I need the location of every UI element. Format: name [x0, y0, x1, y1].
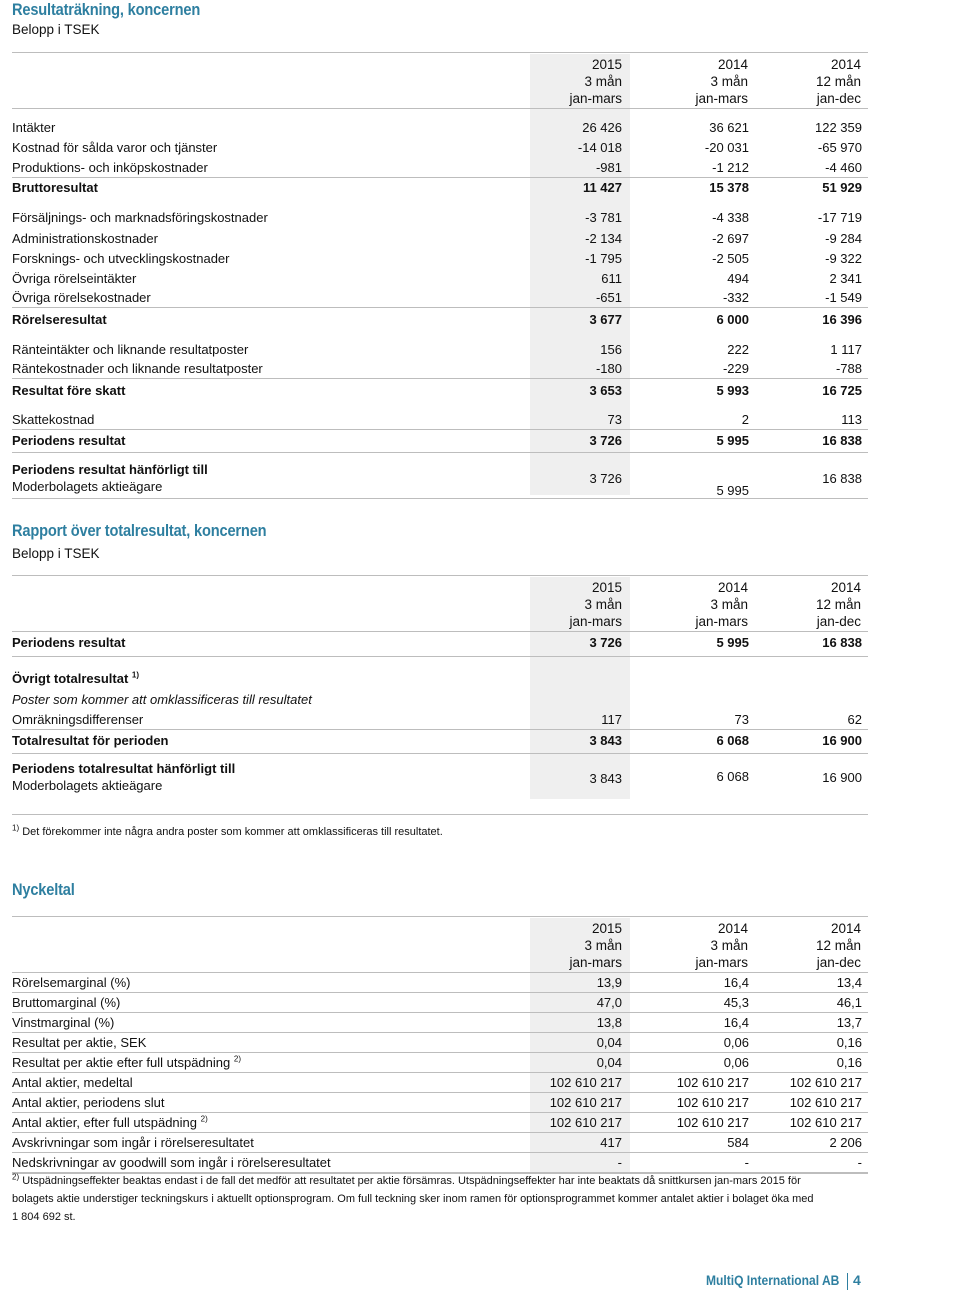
- comprehensive-currency-note: Belopp i TSEK: [12, 546, 100, 561]
- keyfigures-row-value: 102 610 217: [789, 1115, 862, 1130]
- keyfigures-row-value: 102 610 217: [676, 1095, 749, 1110]
- keyfigures-row: [12, 1073, 868, 1093]
- keyfigures-row-value: 16,4: [723, 1015, 749, 1030]
- keyfigures-row-label: Nedskrivningar av goodwill som ingår i rörelseresultatet: [12, 1155, 331, 1170]
- keyfigures-row-value: -: [744, 1155, 749, 1170]
- income-row-value: 11 427: [582, 180, 622, 195]
- income-row-value: -4 460: [825, 160, 862, 175]
- income-row-value: -229: [722, 361, 749, 376]
- income-row-value: -3 781: [585, 210, 622, 225]
- income-row-label: Skattekostnad: [12, 412, 95, 427]
- keyfigures-row-value: 0,06: [723, 1035, 749, 1050]
- income-row-value: 73: [607, 412, 622, 427]
- comprehensive-divider-1: [12, 656, 868, 657]
- keyfigures-row-value: 102 610 217: [676, 1075, 749, 1090]
- income-header-col2: 2014 3 mån jan-mars: [695, 57, 748, 106]
- comprehensive-attributable-row: Periodens totalresultat hänförligt till Moderbolagets aktieägare 3 843 6 068 16 900: [12, 761, 862, 793]
- income-row-value: -1 212: [712, 160, 749, 175]
- comprehensive-divider-4: [12, 814, 868, 815]
- keyfigures-row-value: 13,8: [596, 1015, 622, 1030]
- keyfigures-row: [12, 1053, 868, 1073]
- income-row: [12, 431, 868, 451]
- keyfigures-row-value: 0,04: [596, 1035, 622, 1050]
- keyfigures-row: [12, 1093, 868, 1113]
- keyfigures-row-value: 46,1: [836, 995, 862, 1010]
- comprehensive-attributable-label2: Moderbolagets aktieägare: [12, 778, 163, 793]
- income-row-label: Bruttoresultat: [12, 180, 98, 195]
- comprehensive-divider-2: [12, 729, 868, 730]
- income-attributable-row: [12, 461, 868, 497]
- income-row-value: -2 134: [585, 231, 622, 246]
- income-row-value: 1 117: [830, 342, 862, 357]
- keyfigures-row: [12, 993, 868, 1013]
- income-row-value: 16 725: [822, 383, 862, 398]
- comprehensive-header-divider-bottom: [12, 631, 868, 632]
- keyfigures-row-value: 0,16: [836, 1035, 862, 1050]
- comprehensive-total-row: Totalresultat för perioden 3 843 6 068 16 900: [12, 733, 862, 748]
- income-row-value: -1 549: [825, 290, 862, 305]
- income-row-label: Forsknings- och utvecklingskostnader: [12, 251, 230, 266]
- income-row-value: 6 000: [716, 312, 749, 327]
- income-row-label: Administrationskostnader: [12, 231, 158, 246]
- keyfigures-footnote: $^{2)}$ Utspädningseffekter beaktas endast i de fall det medför att resultatet per aktie försämras. Utspädningseffekter har inte beaktats då snittkursen jan-mars 2015 för bolagets aktie understiger teckningskurs i aktuellt optionsprogram. Om full teckning sker inom ramen för optionsprogrammet kommer antalet aktier i bolaget öka med 1 804 692 st.: [12, 1172, 814, 1223]
- comprehensive-header-col3: 2014 12 mån jan-dec: [815, 580, 861, 629]
- income-row-value: -65 970: [817, 140, 862, 155]
- keyfigures-row-value: 102 610 217: [549, 1075, 622, 1090]
- keyfigures-title: Nyckeltal: [12, 880, 75, 899]
- keyfigures-row-value: 16,4: [723, 975, 749, 990]
- income-row-value: -651: [595, 290, 622, 305]
- keyfigures-row-value: 102 610 217: [789, 1095, 862, 1110]
- income-row-value: 113: [841, 412, 862, 427]
- income-statement-title: Resultaträkning, koncernen: [12, 0, 201, 19]
- income-currency-note: Belopp i TSEK: [12, 22, 100, 37]
- income-row: [12, 249, 868, 269]
- keyfigures-row-value: 584: [727, 1135, 749, 1150]
- keyfigures-row-value: 13,7: [836, 1015, 862, 1030]
- income-row-value: -180: [595, 361, 622, 376]
- income-row-value: 122 359: [815, 120, 862, 135]
- income-row-value: 2: [741, 412, 749, 427]
- income-row-value: 51 929: [822, 180, 862, 195]
- income-row-value: 16 838: [822, 433, 862, 448]
- keyfigures-header-divider-top: [12, 916, 868, 917]
- keyfigures-row-label: Rörelsemarginal (%): [12, 975, 131, 990]
- comprehensive-reclass-label: Poster som kommer att omklassificeras till resultatet: [12, 692, 312, 707]
- keyfigures-row-value: 102 610 217: [676, 1115, 749, 1130]
- comprehensive-footnote: $^{1)}$ Det förekommer inte några andra poster som kommer att omklassificeras till resultatet.: [12, 823, 443, 838]
- income-attributable-label1: Periodens resultat hänförligt till: [12, 462, 208, 477]
- income-row-value: 3 726: [589, 433, 622, 448]
- income-row-value: -1 795: [585, 251, 622, 266]
- keyfigures-row-value: 417: [600, 1135, 622, 1150]
- income-attributable-label2: Moderbolagets aktieägare: [12, 479, 163, 494]
- income-row-label: Produktions- och inköpskostnader: [12, 160, 208, 175]
- income-row-label: Räntekostnader och liknande resultatposter: [12, 361, 263, 376]
- keyfigures-row-value: 102 610 217: [549, 1115, 622, 1130]
- keyfigures-row: [12, 1013, 868, 1033]
- income-row-value: -9 322: [825, 251, 862, 266]
- keyfigures-header-col1: 2015 3 mån jan-mars: [569, 921, 622, 970]
- income-attributable-value-2015: 3 726: [589, 471, 622, 486]
- keyfigures-header-col2: 2014 3 mån jan-mars: [695, 921, 748, 970]
- income-row: [12, 310, 868, 330]
- keyfigures-row-value: 0,06: [723, 1055, 749, 1070]
- comprehensive-period-result-row: Periodens resultat 3 726 5 995 16 838: [12, 635, 862, 650]
- keyfigures-row-label: Antal aktier, efter full utspädning $^{2)}$: [12, 1114, 208, 1130]
- keyfigures-row-value: 0,04: [596, 1055, 622, 1070]
- income-row-value: -9 284: [825, 231, 862, 246]
- footer-company-name: MultiQ International AB: [706, 1272, 840, 1288]
- income-row-value: 3 677: [589, 312, 622, 327]
- income-row-value: 2 341: [829, 271, 862, 286]
- income-attributable-value-2014y: 16 838: [822, 471, 862, 486]
- keyfigures-row: [12, 1153, 868, 1173]
- income-row-label: Rörelseresultat: [12, 312, 107, 327]
- keyfigures-row-label: Bruttomarginal (%): [12, 995, 121, 1010]
- income-row-value: -2 505: [712, 251, 749, 266]
- income-row-value: 611: [601, 271, 622, 286]
- keyfigures-row: [12, 1133, 868, 1153]
- keyfigures-row-value: 102 610 217: [549, 1095, 622, 1110]
- income-attributable-value-2014q: 5 995: [716, 483, 749, 498]
- income-row-value: 156: [600, 342, 622, 357]
- income-row: [12, 178, 868, 198]
- income-row: [12, 359, 868, 379]
- keyfigures-header-col3: 2014 12 mån jan-dec: [815, 921, 861, 970]
- income-divider: [12, 452, 868, 453]
- keyfigures-row-value: 2 206: [829, 1135, 862, 1150]
- income-row: [12, 158, 868, 178]
- income-row-value: 36 621: [709, 120, 749, 135]
- income-divider: [12, 429, 868, 430]
- income-divider: [12, 498, 868, 499]
- income-row: [12, 381, 868, 401]
- income-row: [12, 208, 868, 228]
- income-row-value: 5 993: [716, 383, 749, 398]
- keyfigures-row-label: Antal aktier, medeltal: [12, 1075, 133, 1090]
- income-divider: [12, 378, 868, 379]
- income-row-value: -332: [722, 290, 749, 305]
- income-row: [12, 229, 868, 249]
- keyfigures-row-value: -: [857, 1155, 862, 1170]
- keyfigures-row-label: Antal aktier, periodens slut: [12, 1095, 165, 1110]
- income-row-value: -4 338: [712, 210, 749, 225]
- comprehensive-header-col1: 2015 3 mån jan-mars: [569, 580, 622, 629]
- keyfigures-row: [12, 1033, 868, 1053]
- keyfigures-row-value: 0,16: [836, 1055, 862, 1070]
- income-row-value: 16 396: [822, 312, 862, 327]
- income-header-divider-top: [12, 52, 868, 53]
- income-row-label: Periodens resultat: [12, 433, 126, 448]
- keyfigures-row: [12, 973, 868, 993]
- income-row-label: Övriga rörelsekostnader: [12, 290, 151, 305]
- comprehensive-other-heading: Övrigt totalresultat $^{1)}$: [12, 670, 140, 686]
- keyfigures-row-value: 13,4: [836, 975, 862, 990]
- footer-page-number: 4: [853, 1272, 861, 1288]
- income-row: [12, 118, 868, 138]
- income-row: [12, 288, 868, 308]
- income-row-value: 494: [727, 271, 749, 286]
- income-row-label: Resultat före skatt: [12, 383, 126, 398]
- income-row: [12, 269, 868, 289]
- income-row: [12, 340, 868, 360]
- income-row-value: -17 719: [817, 210, 862, 225]
- keyfigures-row: [12, 1113, 868, 1133]
- keyfigures-row-label: Resultat per aktie efter full utspädning $^{2)}$: [12, 1054, 241, 1070]
- income-row-value: -788: [835, 361, 862, 376]
- comprehensive-header-col2: 2014 3 mån jan-mars: [695, 580, 748, 629]
- keyfigures-row-value: -: [617, 1155, 622, 1170]
- income-row-label: Övriga rörelseintäkter: [12, 271, 137, 286]
- income-row-label: Intäkter: [12, 120, 56, 135]
- income-row-label: Ränteintäkter och liknande resultatposter: [12, 342, 249, 357]
- income-row-value: -981: [595, 160, 622, 175]
- income-header-col1: 2015 3 mån jan-mars: [569, 57, 622, 106]
- income-row-value: 15 378: [709, 180, 749, 195]
- income-header-col3: 2014 12 mån jan-dec: [815, 57, 861, 106]
- comprehensive-title: Rapport över totalresultat, koncernen: [12, 521, 267, 540]
- income-header-divider-bottom: [12, 108, 868, 109]
- comprehensive-attributable-label1: Periodens totalresultat hänförligt till: [12, 761, 236, 776]
- income-row-value: 222: [727, 342, 749, 357]
- income-row-label: Kostnad för sålda varor och tjänster: [12, 140, 218, 155]
- income-row-value: 3 653: [589, 383, 622, 398]
- keyfigures-row-value: 45,3: [723, 995, 749, 1010]
- keyfigures-row-label: Avskrivningar som ingår i rörelseresultatet: [12, 1135, 254, 1150]
- keyfigures-row-label: Resultat per aktie, SEK: [12, 1035, 147, 1050]
- footer-separator: [847, 1273, 848, 1290]
- comprehensive-divider-3: [12, 753, 868, 754]
- income-row-value: -20 031: [704, 140, 749, 155]
- income-row-value: 5 995: [716, 433, 749, 448]
- comprehensive-translation-row: Omräkningsdifferenser 117 73 62: [12, 712, 862, 727]
- income-divider: [12, 307, 868, 308]
- income-row-value: 26 426: [582, 120, 622, 135]
- keyfigures-row-value: 102 610 217: [789, 1075, 862, 1090]
- comprehensive-header-divider-top: [12, 575, 868, 576]
- keyfigures-row-value: 47,0: [596, 995, 622, 1010]
- income-row-label: Försäljnings- och marknadsföringskostnader: [12, 210, 268, 225]
- income-row: [12, 138, 868, 158]
- income-row: [12, 410, 868, 430]
- income-row-value: -2 697: [712, 231, 749, 246]
- income-row-value: -14 018: [577, 140, 622, 155]
- keyfigures-row-value: 13,9: [596, 975, 622, 990]
- keyfigures-row-label: Vinstmarginal (%): [12, 1015, 115, 1030]
